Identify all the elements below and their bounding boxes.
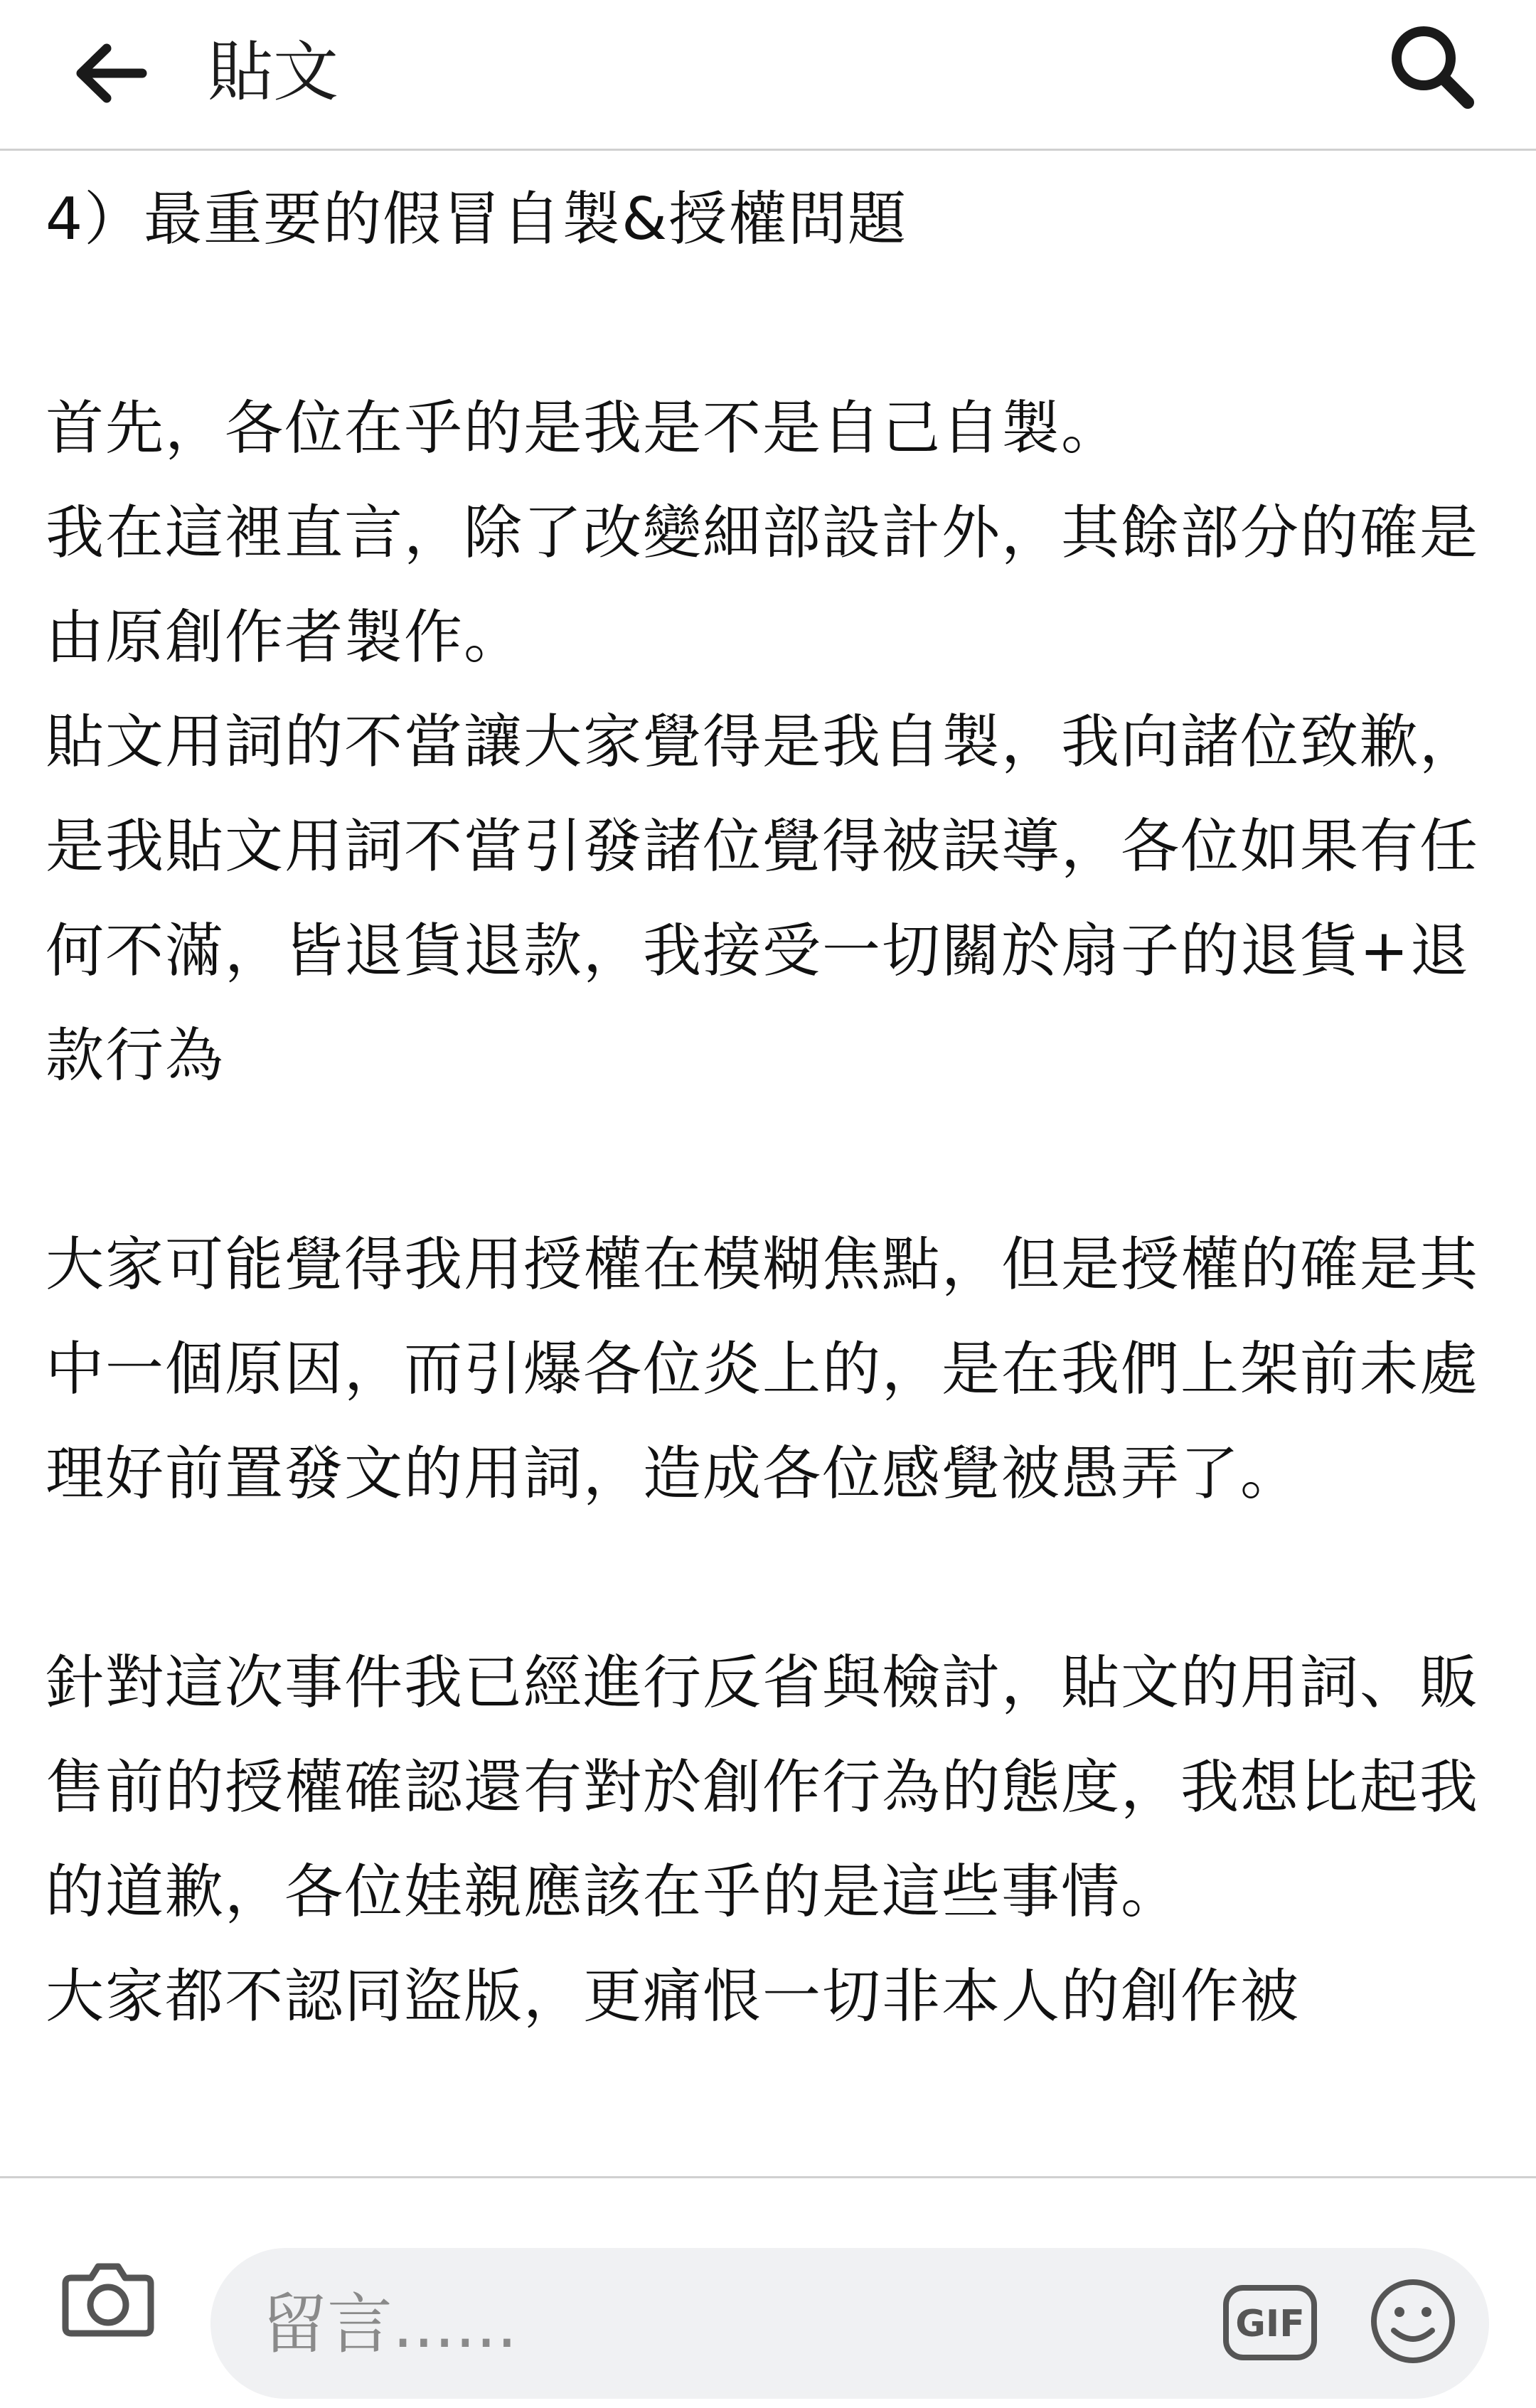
paragraph-spacer — [46, 1108, 1496, 1213]
gif-icon — [1220, 2276, 1320, 2369]
camera-icon — [58, 2247, 158, 2346]
top-app-bar — [0, 0, 1536, 151]
comment-input[interactable] — [260, 2266, 1116, 2382]
post-paragraph: 針對這次事件我已經進行反省與檢討，貼文的用詞、販售前的授權確認還有對於創作行為的態度，我想比起我的道歉，各位娃親應該在乎的是這些事情。 — [46, 1649, 1480, 1926]
search-icon — [1380, 14, 1486, 121]
post-paragraph: 大家可能覺得我用授權在模糊焦點，但是授權的確是其中一個原因，而引爆各位炎上的，是在我們上架前未處理好前置發文的用詞，造成各位感覺被愚弄了。 — [46, 1231, 1480, 1508]
post-paragraph: 首先，各位在乎的是我是不是自己自製。 — [46, 395, 1121, 462]
smiley-icon — [1367, 2275, 1459, 2367]
post-paragraph: 我在這裡直言，除了改變細部設計外，其餘部分的確是由原創作者製作。 — [46, 499, 1480, 671]
post-content — [46, 167, 1496, 2180]
comment-field[interactable] — [210, 2248, 1489, 2399]
post-paragraph: 大家都不認同盜版，更痛恨一切非本人的創作被 — [46, 1963, 1301, 2030]
paragraph-spacer — [46, 272, 1496, 376]
search-button[interactable] — [1380, 14, 1486, 121]
emoji-button[interactable] — [1367, 2275, 1459, 2367]
paragraph-spacer — [46, 1526, 1496, 1631]
gif-button[interactable] — [1220, 2276, 1320, 2369]
arrow-left-icon — [63, 27, 155, 119]
back-button[interactable] — [63, 27, 155, 119]
gif-label: GIF — [1235, 2303, 1305, 2345]
page-title: 貼文 — [208, 34, 339, 110]
post-paragraph: 貼文用詞的不當讓大家覺得是我自製，我向諸位致歉，是我貼文用詞不當引發諸位覺得被誤導，各位如果有任何不滿，皆退貨退款，我接受一切關於扇子的退貨+退款行為 — [46, 708, 1480, 1090]
post-heading: 4）最重要的假冒自製&授權問題 — [46, 186, 908, 253]
comment-bar — [0, 2176, 1536, 2408]
camera-button[interactable] — [58, 2247, 158, 2346]
